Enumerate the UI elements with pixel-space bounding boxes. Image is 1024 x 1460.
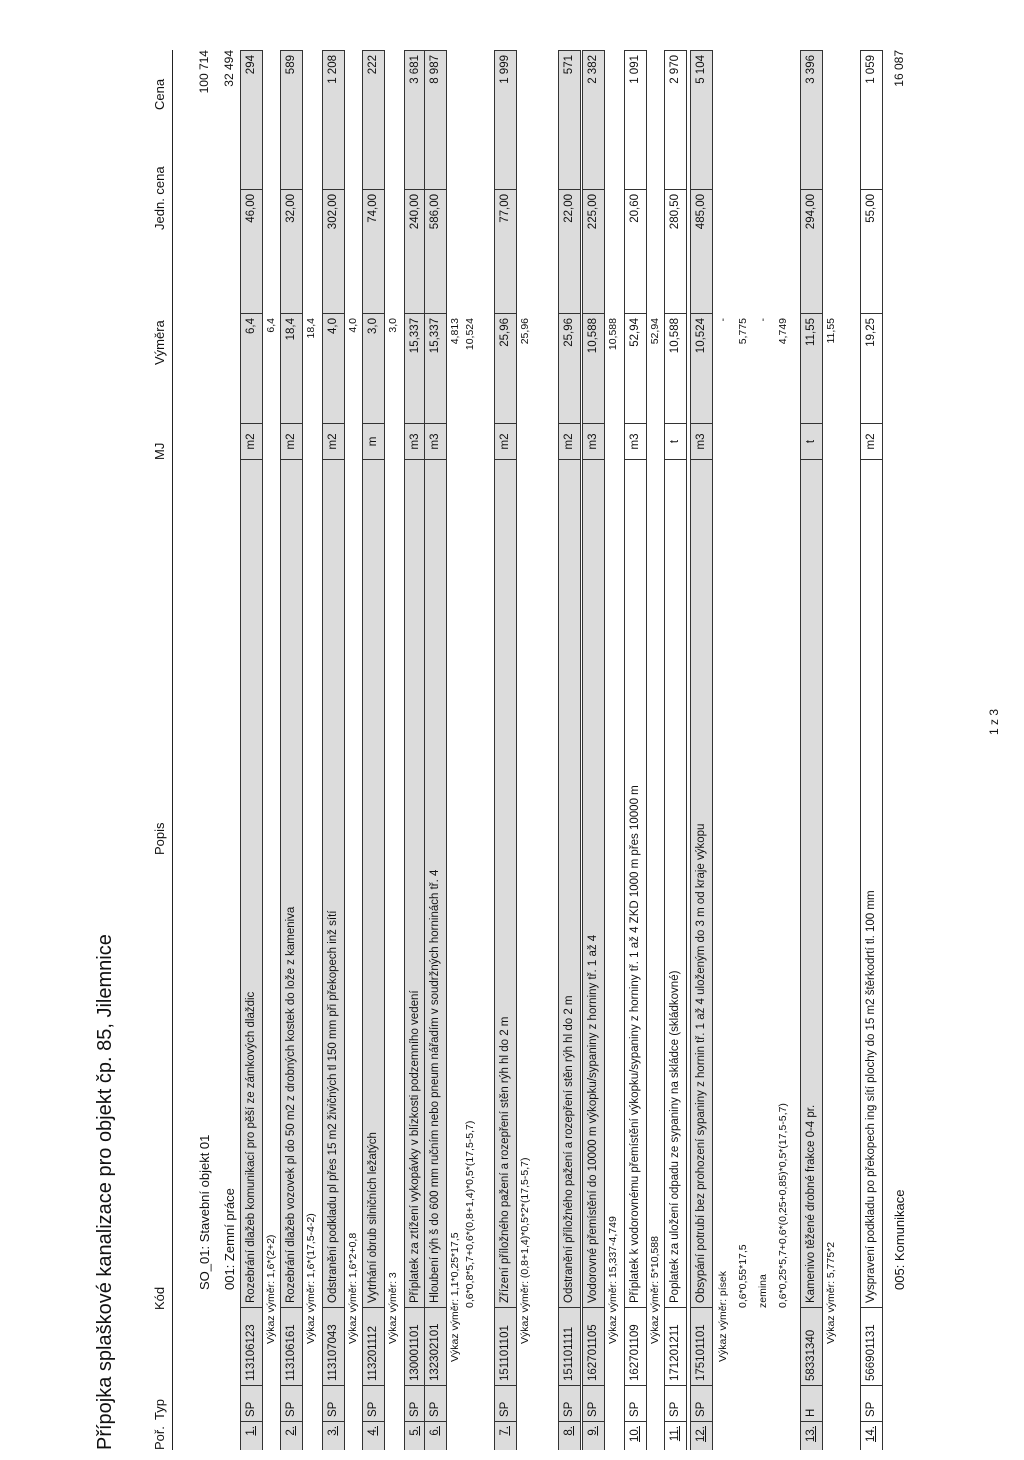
cell-cena: 294 xyxy=(241,50,262,190)
cell-vymera: 10,524 xyxy=(691,314,712,424)
cell-por: 2. xyxy=(285,1426,297,1436)
cell-mj: m3 xyxy=(425,424,446,460)
cell-por: 10. xyxy=(629,1426,641,1442)
cell-typ: SP xyxy=(363,1386,384,1422)
vykaz-vymer: Výkaz výměr: písek xyxy=(717,1270,729,1362)
cell-kod: 162701105 xyxy=(583,1308,604,1386)
cell-por: 4. xyxy=(367,1426,379,1436)
cell-vymera: 4,0 xyxy=(323,314,344,424)
cell-mj: m3 xyxy=(583,424,604,460)
table-row xyxy=(800,50,823,1450)
vykaz-vymer: Výkaz výměr: 1,6*(17,5-4-2) xyxy=(305,1213,317,1344)
cell-popis: Rozebrání dlažeb komunikací pro pěší ze zámkových dlaždic xyxy=(241,460,262,1308)
cell-por: 9. xyxy=(587,1426,599,1436)
cell-vymera: 18,4 xyxy=(281,314,302,424)
cell-popis: Vodorovné přemístění do 10000 m výkopku/sypaniny z horniny tř. 1 až 4 xyxy=(583,460,604,1308)
cell-popis: Rozebrání dlažeb vozovek pl do 50 m2 z drobných kostek do lože z kameniva xyxy=(281,460,302,1308)
cell-jc: 586,00 xyxy=(425,190,446,314)
cell-mj: m2 xyxy=(281,424,302,460)
cell-kod: 132302101 xyxy=(425,1308,446,1386)
page-footer: 1 z 3 xyxy=(987,708,1001,735)
cell-jc: 77,00 xyxy=(495,190,516,314)
vykaz-vymer-value: 4,813 xyxy=(449,318,461,345)
cell-jc: 240,00 xyxy=(405,190,426,314)
table-header xyxy=(152,50,173,1450)
cell-mj: m3 xyxy=(625,424,646,460)
cell-por: 5. xyxy=(409,1426,421,1436)
cell-por: 6. xyxy=(429,1426,441,1436)
cell-cena: 1 208 xyxy=(323,50,344,190)
vykaz-vymer-value: 52,94 xyxy=(649,318,661,345)
table-row xyxy=(240,50,263,1450)
cell-vymera: 19,25 xyxy=(861,314,882,424)
cell-typ: SP xyxy=(495,1386,516,1422)
vykaz-vymer-value: - xyxy=(757,318,769,322)
cell-jc: 294,00 xyxy=(801,190,822,314)
cell-vymera: 10,588 xyxy=(583,314,604,424)
cell-kod: 113201112 xyxy=(363,1308,384,1386)
header-typ: Typ xyxy=(152,1399,167,1420)
header-por: Poř. xyxy=(152,1426,167,1450)
cell-cena: 3 396 xyxy=(801,50,822,190)
header-cena: Cena xyxy=(152,78,167,110)
cell-kod: 113106161 xyxy=(281,1308,302,1386)
cell-cena: 222 xyxy=(363,50,384,190)
cell-kod: 113106123 xyxy=(241,1308,262,1386)
vykaz-vymer-value: 6,4 xyxy=(265,318,277,333)
cell-jc: 302,00 xyxy=(323,190,344,314)
cell-jc: 280,50 xyxy=(665,190,686,314)
cell-mj: m2 xyxy=(495,424,516,460)
cell-kod: 113107043 xyxy=(323,1308,344,1386)
cell-por: 12. xyxy=(695,1426,707,1442)
table-row xyxy=(860,50,883,1450)
cell-jc: 32,00 xyxy=(281,190,302,314)
vykaz-vymer-value: 4,0 xyxy=(347,318,359,333)
cell-cena: 1 091 xyxy=(625,50,646,190)
cell-typ: SP xyxy=(281,1386,302,1422)
vykaz-vymer: Výkaz výměr: 5*10,588 xyxy=(649,1236,661,1344)
cell-cena: 8 987 xyxy=(425,50,446,190)
table-row xyxy=(362,50,385,1450)
cell-typ: SP xyxy=(559,1386,580,1422)
vykaz-vymer-value: 11,55 xyxy=(825,318,837,344)
cell-popis: Hloubení rýh š do 600 mm ručním nebo pneum nářadím v soudržných horninách tř. 4 xyxy=(425,460,446,1308)
section-so-total: 100 714 xyxy=(197,50,211,94)
vykaz-vymer: Výkaz výměr: (0,8+1,4)*0,5*2*(17,5-5,7) xyxy=(519,1157,531,1344)
cell-por: 8. xyxy=(563,1426,575,1436)
section-zemni: 001: Zemní práce xyxy=(222,1188,237,1290)
cell-mj: m2 xyxy=(323,424,344,460)
header-jedn-cena: Jedn. cena xyxy=(152,166,167,230)
cell-vymera: 3,0 xyxy=(363,314,384,424)
vykaz-vymer: 0,6*0,55*17,5 xyxy=(737,1244,749,1308)
vykaz-vymer-value: 10,524 xyxy=(464,318,476,351)
vykaz-vymer: Výkaz výměr: 3 xyxy=(387,1272,399,1344)
header-mj: MJ xyxy=(152,442,167,460)
cell-popis: Vyspravení podkladu po překopech ing sítí plochy do 15 m2 štěrkodrtí tl. 100 mm xyxy=(861,460,882,1308)
cell-por: 14. xyxy=(865,1426,877,1442)
table-row xyxy=(280,50,303,1450)
cell-typ: SP xyxy=(861,1386,882,1422)
cell-kod: 566901131 xyxy=(861,1308,882,1386)
vykaz-vymer: Výkaz výměr: 1,6*2+0,8 xyxy=(347,1232,359,1344)
cell-jc: 46,00 xyxy=(241,190,262,314)
header-vymera: Výměra xyxy=(152,320,167,365)
section-zemni-total: 32 494 xyxy=(222,50,236,87)
cell-popis: Příplatek k vodorovnému přemístění výkopku/sypaniny z horniny tř. 1 až 4 ZKD 1000 m přes 10000 m xyxy=(625,460,646,1308)
table-row xyxy=(558,50,581,1450)
cell-kod: 171201211 xyxy=(665,1308,686,1386)
cell-kod: 130001101 xyxy=(405,1308,426,1386)
cell-por: 11. xyxy=(669,1426,681,1442)
table-row xyxy=(582,50,605,1450)
cell-popis: Obsypání potrubí bez prohození sypaniny z hornin tř. 1 až 4 uloženým do 3 m od kraje výkopu xyxy=(691,460,712,1308)
vykaz-vymer: Výkaz výměr: 15,337-4,749 xyxy=(607,1216,619,1344)
cell-mj: m2 xyxy=(559,424,580,460)
cell-typ: SP xyxy=(425,1386,446,1422)
vykaz-vymer: zemina xyxy=(757,1274,769,1308)
cell-jc: 74,00 xyxy=(363,190,384,314)
cell-typ: SP xyxy=(665,1386,686,1422)
cell-por: 13. xyxy=(805,1426,817,1442)
header-popis: Popis xyxy=(152,822,167,855)
cell-cena: 2 382 xyxy=(583,50,604,190)
vykaz-vymer-value: 25,96 xyxy=(519,318,531,345)
cell-mj: m xyxy=(363,424,384,460)
cell-cena: 3 681 xyxy=(405,50,426,190)
cell-typ: SP xyxy=(241,1386,262,1422)
header-kod: Kód xyxy=(152,1286,167,1310)
cell-jc: 55,00 xyxy=(861,190,882,314)
cell-popis: Poplatek za uložení odpadu ze sypaniny na skládce (skládkovné) xyxy=(665,460,686,1308)
cell-popis: Odstranění příložného pažení a rozepření stěn rýh hl do 2 m xyxy=(559,460,580,1308)
cell-mj: t xyxy=(801,424,822,460)
rotated-page xyxy=(12,10,1012,1450)
table-row xyxy=(624,50,647,1450)
vykaz-vymer-value: - xyxy=(717,318,729,322)
table-row xyxy=(424,50,447,1450)
cell-cena: 1 999 xyxy=(495,50,516,190)
cell-cena: 589 xyxy=(281,50,302,190)
cell-vymera: 52,94 xyxy=(625,314,646,424)
cell-mj: m2 xyxy=(861,424,882,460)
cell-vymera: 15,337 xyxy=(425,314,446,424)
table-row xyxy=(690,50,713,1450)
vykaz-vymer-value: 5,775 xyxy=(737,318,749,345)
cell-typ: SP xyxy=(405,1386,426,1422)
cell-cena: 571 xyxy=(559,50,580,190)
cell-mj: t xyxy=(665,424,686,460)
cell-cena: 1 059 xyxy=(861,50,882,190)
table-row xyxy=(494,50,517,1450)
cell-jc: 20,60 xyxy=(625,190,646,314)
vykaz-vymer: Výkaz výměr: 5,775*2 xyxy=(825,1241,837,1344)
cell-kod: 58331340 xyxy=(801,1308,822,1386)
table-row xyxy=(664,50,687,1450)
cell-typ: SP xyxy=(691,1386,712,1422)
vykaz-vymer: 0,6*0,25*5,7+0,6*(0,25+0,85)*0,5*(17,5-5,7) xyxy=(777,1103,789,1308)
vykaz-vymer-value: 10,588 xyxy=(607,318,619,351)
cell-popis: Odstranění podkladu pl přes 15 m2 živičných tl 150 mm při překopech inž sítí xyxy=(323,460,344,1308)
section-komunikace: 005: Komunikace xyxy=(892,1189,907,1290)
cell-por: 1. xyxy=(245,1426,257,1436)
vykaz-vymer-value: 4,749 xyxy=(777,318,789,345)
cell-popis: Zřízení příložného pažení a rozepření stěn rýh hl do 2 m xyxy=(495,460,516,1308)
cell-kod: 175101101 xyxy=(691,1308,712,1386)
cell-typ: SP xyxy=(625,1386,646,1422)
page-title: Přípojka splaškové kanalizace pro objekt čp. 85, Jilemnice xyxy=(94,934,116,1450)
vykaz-vymer-value: 3,0 xyxy=(387,318,399,333)
cell-mj: m3 xyxy=(405,424,426,460)
cell-popis: Příplatek za ztížení vykopávky v blízkosti podzemního vedení xyxy=(405,460,426,1308)
cell-cena: 5 104 xyxy=(691,50,712,190)
cell-typ: H xyxy=(801,1386,822,1422)
cell-vymera: 6,4 xyxy=(241,314,262,424)
section-komunikace-total: 16 087 xyxy=(892,50,906,87)
cell-typ: SP xyxy=(583,1386,604,1422)
cell-jc: 22,00 xyxy=(559,190,580,314)
table-row xyxy=(322,50,345,1450)
cell-por: 7. xyxy=(499,1426,511,1436)
cell-cena: 2 970 xyxy=(665,50,686,190)
cell-vymera: 15,337 xyxy=(405,314,426,424)
cell-kod: 151101111 xyxy=(559,1308,580,1386)
cell-vymera: 11,55 xyxy=(801,314,822,424)
section-so: SO_01: Stavební objekt 01 xyxy=(197,1134,212,1290)
cell-vymera: 25,96 xyxy=(559,314,580,424)
cell-mj: m3 xyxy=(691,424,712,460)
cell-kod: 162701109 xyxy=(625,1308,646,1386)
vykaz-vymer: 0,6*0,8*5,7+0,6*(0,8+1,4)*0,5*(17,5-5,7) xyxy=(464,1120,476,1308)
cell-vymera: 25,96 xyxy=(495,314,516,424)
cell-popis: Vytrhání obrub silničních ležatých xyxy=(363,460,384,1308)
vykaz-vymer-value: 18,4 xyxy=(305,318,317,339)
cell-vymera: 10,588 xyxy=(665,314,686,424)
cell-popis: Kamenivo těžené drobné frakce 0-4 pr. xyxy=(801,460,822,1308)
cell-mj: m2 xyxy=(241,424,262,460)
cell-kod: 151101101 xyxy=(495,1308,516,1386)
cell-jc: 225,00 xyxy=(583,190,604,314)
vykaz-vymer: Výkaz výměr: 1,1*0,25*17,5 xyxy=(449,1232,461,1362)
vykaz-vymer: Výkaz výměr: 1,6*(2+2) xyxy=(265,1234,277,1344)
cell-jc: 485,00 xyxy=(691,190,712,314)
cell-typ: SP xyxy=(323,1386,344,1422)
cell-por: 3. xyxy=(327,1426,339,1436)
